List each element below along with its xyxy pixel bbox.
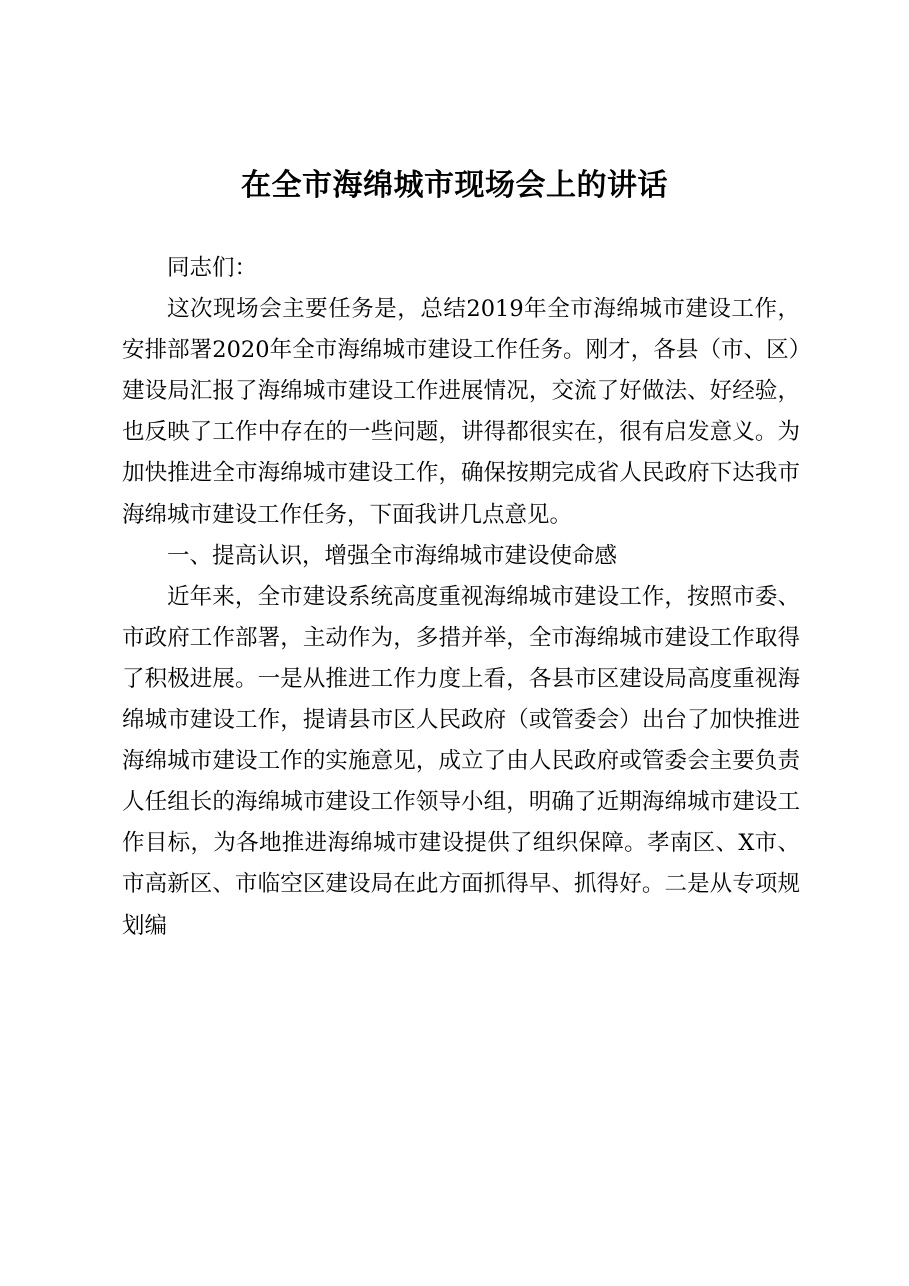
document-title: 在全市海绵城市现场会上的讲话 (241, 168, 668, 203)
section-heading: 一、提高认识，增强全市海绵城市建设使命感 (167, 542, 618, 569)
intro-paragraph: 这次现场会主要任务是，总结2019年全市海绵城市建设工作，安排部署2020年全市海绵城市建设工作任务。刚才，各县（市、区）建设局汇报了海绵城市建设工作进展情况，交流了好做法、好经验，也反映了工作中存在的一些问题，讲得都很实在，很有启发意义。为加快推进全市海绵城市建设工作，确保按期完成省人民政府下达我市海绵城市建设工作任务，下面我讲几点意见。 (122, 296, 800, 528)
salutation-paragraph: 同志们： (167, 255, 258, 281)
document-body (122, 248, 800, 947)
body-paragraph: 近年来，全市建设系统高度重视海绵城市建设工作，按照市委、市政府工作部署，主动作为，多措并举，全市海绵城市建设工作取得了积极进展。一是从推进工作力度上看，各县市区建设局高度重视海绵城市建设工作，提请县市区人民政府（或管委会）出台了加快推进海绵城市建设工作的实施意见，成立了由人民政府或管委会主要负责人任组长的海绵城市建设工作领导小组，明确了近期海绵城市建设工作目标，为各地推进海绵城市建设提供了组织保障。孝南区、X市、市高新区、市临空区建设局在此方面抓得早、抓得好。二是从专项规划编 (122, 583, 800, 939)
